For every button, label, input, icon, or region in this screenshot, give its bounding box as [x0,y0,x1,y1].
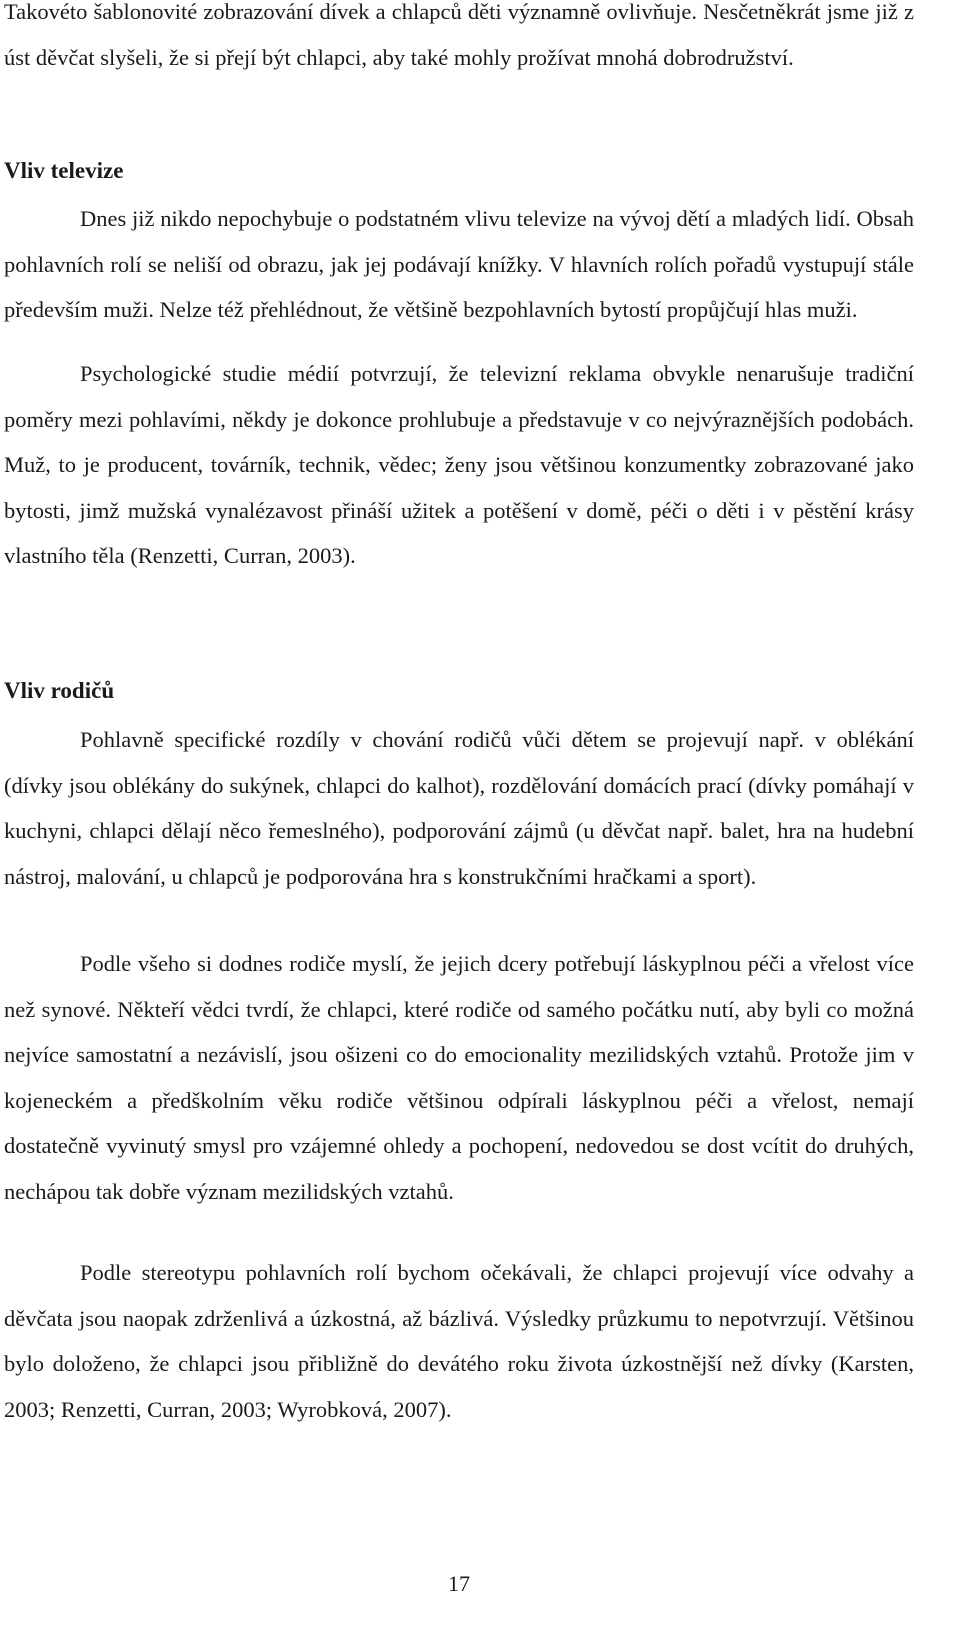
section-heading-vliv-rodicu: Vliv rodičů [4,678,115,703]
paragraph-parents-3: Podle stereotypu pohlavních rolí bychom očekávali, že chlapci projevují více odvahy a děvčata jsou naopak zdrženlivá a úzkostná, až bázlivá. Výsledky průzkumu to nepotvrzují. Většinou bylo doloženo, že chlapci jsou přibližně do devátého roku života úzkostnější než dívky (Karsten, 2003; Renzetti, Curran, 2003; Wyrobková, 2007). [4,1260,914,1422]
intro-paragraph: Takovéto šablonovité zobrazování dívek a chlapců děti významně ovlivňuje. Nesčetněkrát jsme již z úst děvčat slyšeli, že si přejí být chlapci, aby také mohly prožívat mnohá dobrodružství. [4,0,914,70]
paragraph-television-2: Psychologické studie médií potvrzují, že televizní reklama obvykle nenarušuje tradiční poměry mezi pohlavími, někdy je dokonce prohlubuje a představuje v co nejvýraznějších podobách. Muž, to je producent, továrník, technik, vědec; ženy jsou většinou konzumentky zobrazované jako bytosti, jimž mužská vynalézavost přináší užitek a potěšení v domě, péči o děti i v pěstění krásy vlastního těla (Renzetti, Curran, 2003). [4,361,914,568]
page-number: 17 [448,1571,470,1596]
paragraph-parents-2: Podle všeho si dodnes rodiče myslí, že jejich dcery potřebují láskyplnou péči a vřelost více než synové. Někteří vědci tvrdí, že chlapci, které rodiče od samého počátku nutí, aby byli co možná nejvíce samostatní a nezávislí, jsou ošizeni co do emocionality mezilidských vztahů. Protože jim v kojeneckém a předškolním věku rodiče většinou odpírali láskyplnou péči a vřelost, nemají dostatečně vyvinutý smysl pro vzájemné ohledy a pochopení, nedovedou se dost vcítit do druhých, nechápou tak dobře význam mezilidských vztahů. [4,951,914,1204]
paragraph-television-1: Dnes již nikdo nepochybuje o podstatném vlivu televize na vývoj dětí a mladých lidí. Obsah pohlavních rolí se neliší od obrazu, jak jej podávají knížky. V hlavních rolích pořadů vystupují stále především muži. Nelze též přehlédnout, že většině bezpohlavních bytostí propůjčují hlas muži. [4,206,914,322]
section-heading-vliv-televize: Vliv televize [4,158,124,183]
paragraph-parents-1: Pohlavně specifické rozdíly v chování rodičů vůči dětem se projevují např. v oblékání (dívky jsou oblékány do sukýnek, chlapci do kalhot), rozdělování domácích prací (dívky pomáhají v kuchyni, chlapci dělají něco řemeslného), podporování zájmů (u děvčat např. balet, hra na hudební nástroj, malování, u chlapců je podporována hra s konstrukčními hračkami a sport). [4,727,914,889]
